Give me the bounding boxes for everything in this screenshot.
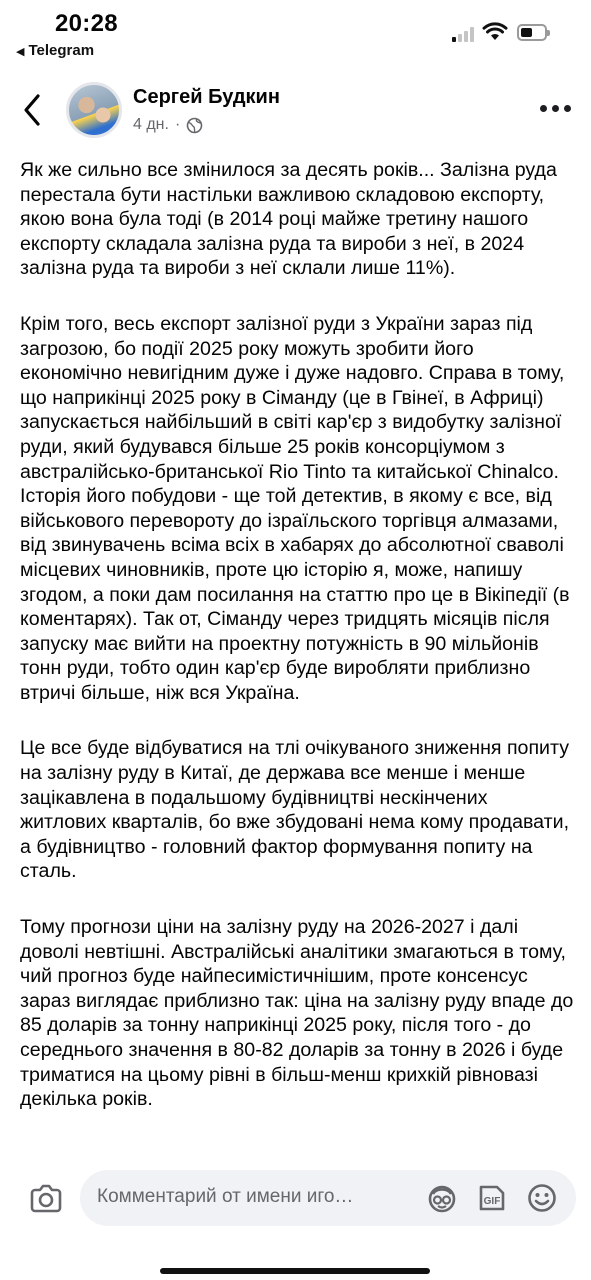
status-time: 20:28 [55,10,118,37]
back-chevron-icon[interactable] [18,90,48,130]
post-body [20,158,576,1158]
post-paragraph: Як же сильно все змінилося за десять років... Залізна руда перестала бути настільки важливою складовою експорту, якою вона була тоді (в 2014 році майже третину нашого експорту складала залізна руда та вироби з неї, в 2024 залізна руда та вироби з неї склали лише 11%). [20,159,557,280]
post-time[interactable]: 4 дн. [133,116,169,133]
status-bar [0,0,591,64]
meta-separator: · [174,116,181,133]
comment-input[interactable] [80,1170,576,1226]
comment-placeholder: Комментарий от имени иго… [97,1186,354,1207]
author-avatar[interactable] [66,82,122,138]
battery-icon [517,24,547,41]
post-paragraph: Це все буде відбуватися на тлі очікуваного зниження попиту на залізну руду в Китаї, де держава все менше і менше зацікавлена в подальшому будівництві нескінчених житлових кварталів, бо вже збудовані нема кому продавати, а будівництво - головний фактор формування попиту на сталь. [20,737,570,883]
cellular-signal-icon [452,26,478,42]
wifi-icon [482,22,508,42]
post-paragraph: Крім того, весь експорт залізної руди з України зараз під загрозою, бо події 2025 року можуть зробити його економічно невигідним дуже і дуже надовго. Справа в тому, що наприкінці 2025 року в Сіманду (це в Гвінеї, в Африці) запускається найбільший в світі кар'єр з видобутку залізної руди, який будувався більше 25 років консорціумом з австралійсько-британської Rio Tinto та китайської Chinalco. Історія його побудови - ще той детектив, в якому є все, від військового перевороту до ізраїльского торгівця алмазами, від звинувачень всіма всіх в хабарях до абсолютної сваволі місцевих чиновників, проте цю історію я, може, напишу згодом, а поки дам посилання на статтю про це в Вікіпедії (в коментарях). Так от, Сіманду через тридцять місяців після запуску має вийти на проектну потужність в 90 мільйонів тонн руди, тобто один кар'єр буде виробляти приблизно втричі більше, ніж вся Україна. [20,312,570,704]
gif-icon[interactable] [476,1182,508,1214]
back-app-label: Telegram [28,42,95,59]
emoji-icon[interactable] [526,1182,558,1214]
post-header [0,76,591,148]
post-meta [133,116,203,134]
home-indicator [160,1268,430,1274]
avatar-sticker-icon[interactable] [426,1182,458,1214]
globe-icon [186,117,203,134]
author-name[interactable]: Сергей Будкин [133,86,280,108]
svg-text:GIF: GIF [483,1196,501,1207]
content-fade [0,1140,591,1162]
more-dots-icon[interactable] [540,102,572,116]
back-to-app-link[interactable] [16,42,94,59]
back-triangle-icon: ◀ [16,46,25,58]
post-paragraph: Тому прогнози ціни на залізну руду на 2026-2027 і далі доволі невтішні. Австралійські аналітики змагаються в тому, чий прогноз буде найпесимістичнішим, проте консенсус зараз виглядає приблизно так: ціна на залізну руду впаде до 85 доларів за тонну наприкінці 2025 року, після того - до середнього значення в 80-82 доларів за тонну в 2026 і буде триматися на цьому рівні в більш-менш крихкій рівновазі декілька років. [20,916,574,1111]
camera-icon[interactable] [28,1181,64,1217]
comment-bar [0,1160,591,1280]
